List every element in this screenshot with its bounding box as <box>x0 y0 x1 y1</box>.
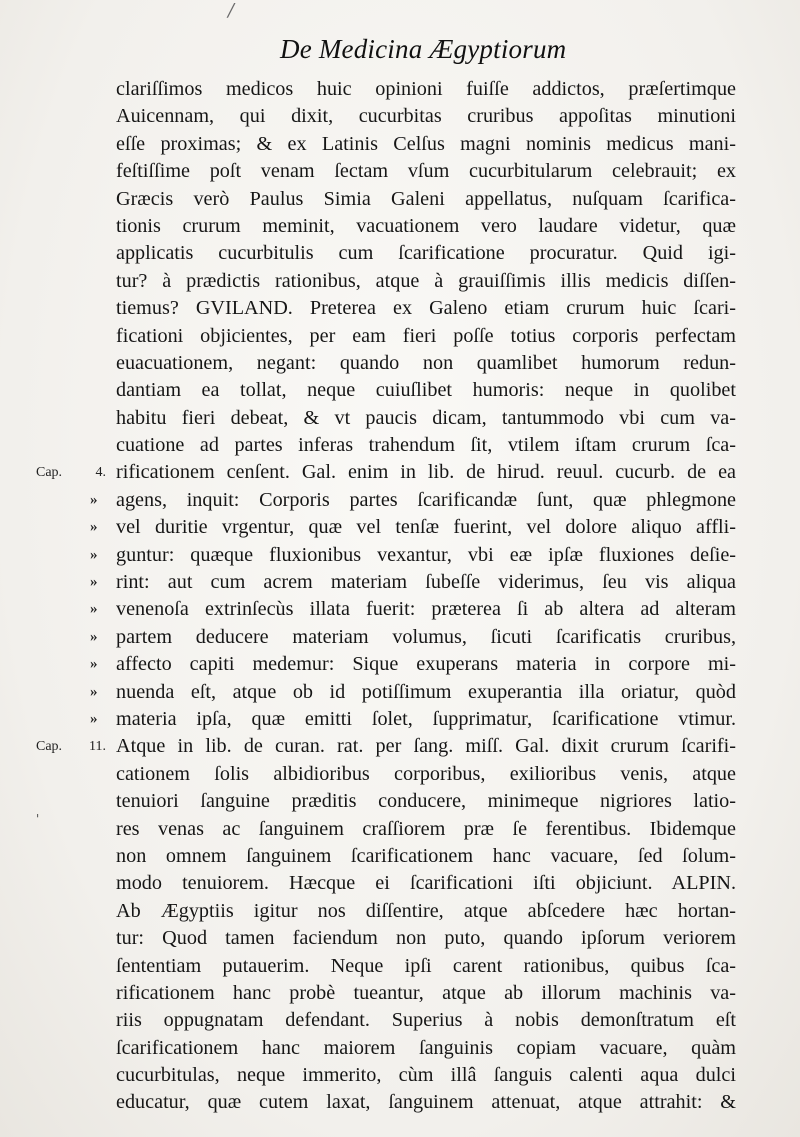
text-line <box>90 487 736 514</box>
quotation-mark: » <box>90 656 98 673</box>
text-line <box>116 870 736 897</box>
text-line <box>116 76 736 103</box>
quotation-mark: » <box>90 683 98 700</box>
text-line <box>116 1089 736 1116</box>
text-line <box>116 213 736 240</box>
line-text: eſſe proximas; & ex Latinis Celſus magni nominis medicus mani- <box>116 132 736 155</box>
text-line <box>116 323 736 350</box>
page-edge-mark: / <box>228 0 235 21</box>
text-line <box>116 186 736 213</box>
text-line <box>116 240 736 267</box>
line-text: educatur, quæ cutem laxat, ſanguinem attenuat, atque attrahit: & <box>116 1091 736 1114</box>
text-line <box>90 624 736 651</box>
line-text: cucurbitulas, neque immerito, cùm illâ ſanguis calenti aqua dulci <box>116 1064 736 1087</box>
quotation-mark: » <box>90 491 98 508</box>
body-text <box>36 76 736 1117</box>
text-line <box>116 377 736 404</box>
quotation-mark: » <box>90 710 98 727</box>
text-line <box>116 158 736 185</box>
running-head: De Medicina Ægyptiorum <box>280 34 567 64</box>
line-text: modo tenuiorem. Hæcque ei ſcarificationi iſti objiciunt. ALPIN. <box>116 872 736 895</box>
line-text: ſententiam putauerim. Neque ipſi carent rationibus, quibus ſca- <box>116 954 736 977</box>
line-text: tenuiori ſanguine præditis conducere, minimeque nigriores latio- <box>116 790 736 813</box>
line-text: applicatis cucurbitulis cum ſcarificatione procuratur. Quid igi- <box>116 242 736 265</box>
line-text: Græcis verò Paulus Simia Galeni appellatus, nuſquam ſcarifica- <box>116 187 736 210</box>
quotation-mark: » <box>90 628 98 645</box>
text-line <box>116 843 736 870</box>
text-line <box>116 925 736 952</box>
line-text: ficationi objicientes, per eam fieri poſſe totius corporis perfectam <box>116 324 736 347</box>
quotation-mark: » <box>90 546 98 563</box>
line-text: Ab Ægyptiis igitur nos diſſentire, atque abſcedere hæc hortan- <box>116 899 736 922</box>
quotation-mark: » <box>90 601 98 618</box>
line-text: rificationem cenſent. Gal. enim in lib. de hirud. reuul. cucurb. de ea <box>116 461 736 484</box>
line-text: cuatione ad partes inferas trahendum ſit, vtilem iſtam crurum ſca- <box>116 434 736 457</box>
text-line <box>116 761 736 788</box>
line-text: nuenda eſt, atque ob id potiſſimum exuperantia illa oriatur, quòd <box>116 680 736 703</box>
stray-mark: ' <box>36 812 40 826</box>
line-text: tur? à prædictis rationibus, atque à grauiſſimis illis medicis diſſen- <box>116 269 736 292</box>
line-text: materia ipſa, quæ emitti ſolet, ſupprimatur, ſcarificatione vtimur. <box>116 707 736 730</box>
margin-note: Cap. 4. <box>36 465 106 481</box>
text-line <box>116 898 736 925</box>
line-text: vel duritie vrgentur, quæ vel tenſæ fuerint, vel dolore aliquo affli- <box>116 516 736 539</box>
text-line <box>116 1007 736 1034</box>
text-line <box>90 651 736 678</box>
line-text: tionis crurum meminit, vacuationem vero laudare videtur, quæ <box>116 214 736 237</box>
line-text: guntur: quæque fluxionibus vexantur, vbi eæ ipſæ fluxiones deſie- <box>116 543 736 566</box>
line-text: res venas ac ſanguinem craſſiorem præ ſe ferentibus. Ibidemque <box>116 817 736 840</box>
text-line <box>90 542 736 569</box>
line-text: rificationem hanc probè tueantur, atque ab illorum machinis va- <box>116 981 736 1004</box>
line-text: tur: Quod tamen faciendum non puto, quando ipſorum veriorem <box>116 927 736 950</box>
line-text: agens, inquit: Corporis partes ſcarificandæ ſunt, quæ phlegmone <box>116 488 736 511</box>
text-line <box>90 569 736 596</box>
text-line <box>116 980 736 1007</box>
text-line <box>116 788 736 815</box>
line-text: non omnem ſanguinem ſcarificationem hanc vacuare, ſed ſolum- <box>116 844 736 867</box>
line-text: feſtiſſime poſt venam ſectam vſum cucurbitularum celebrauit; ex <box>116 160 736 183</box>
text-line <box>116 953 736 980</box>
quotation-mark: » <box>90 519 98 536</box>
line-text: Auicennam, qui dixit, cucurbitas cruribus appoſitas minutioni <box>116 105 736 128</box>
line-text: tiemus? GVILAND. Preterea ex Galeno etiam crurum huic ſcari- <box>116 297 736 320</box>
text-line <box>90 596 736 623</box>
text-line <box>116 1035 736 1062</box>
text-line <box>90 514 736 541</box>
line-text: riis oppugnatam defendant. Superius à nobis demonſtratum eſt <box>116 1009 736 1032</box>
text-line <box>90 706 736 733</box>
line-text: euacuationem, negant: quando non quamlibet humorum redun- <box>116 351 736 374</box>
line-text: partem deducere materiam volumus, ſicuti ſcarificatis cruribus, <box>116 625 736 648</box>
text-line <box>116 1062 736 1089</box>
line-text: affecto capiti medemur: Sique exuperans materia in corpore mi- <box>116 653 736 676</box>
line-text: Atque in lib. de curan. rat. per ſang. miſſ. Gal. dixit crurum ſcarifi- <box>116 735 736 758</box>
text-line <box>116 432 736 459</box>
text-line <box>116 268 736 295</box>
text-line <box>36 733 736 760</box>
line-text: venenoſa extrinſecùs illata fuerit: præterea ſi ab altera ad alteram <box>116 598 736 621</box>
text-line <box>36 459 736 486</box>
line-text: ſcarificationem hanc maiorem ſanguinis copiam vacuare, quàm <box>116 1036 736 1059</box>
text-line <box>90 679 736 706</box>
text-line <box>116 350 736 377</box>
line-text: dantiam ea tollat, neque cuiuſlibet humoris: neque in quolibet <box>116 379 736 402</box>
text-line <box>116 103 736 130</box>
line-text: cationem ſolis albidioribus corporibus, exilioribus venis, atque <box>116 762 736 785</box>
margin-note: Cap. 11. <box>36 739 106 755</box>
line-text: rint: aut cum acrem materiam ſubeſſe viderimus, ſeu vis aliqua <box>116 571 736 594</box>
line-text: clariſſimos medicos huic opinioni fuiſſe addictos, præſertimque <box>116 78 736 100</box>
text-line <box>116 405 736 432</box>
text-line <box>116 816 736 843</box>
line-text: habitu fieri debeat, & vt paucis dicam, tantummodo vbi cum va- <box>116 406 736 429</box>
text-line <box>116 131 736 158</box>
quotation-mark: » <box>90 574 98 591</box>
text-line <box>116 295 736 322</box>
